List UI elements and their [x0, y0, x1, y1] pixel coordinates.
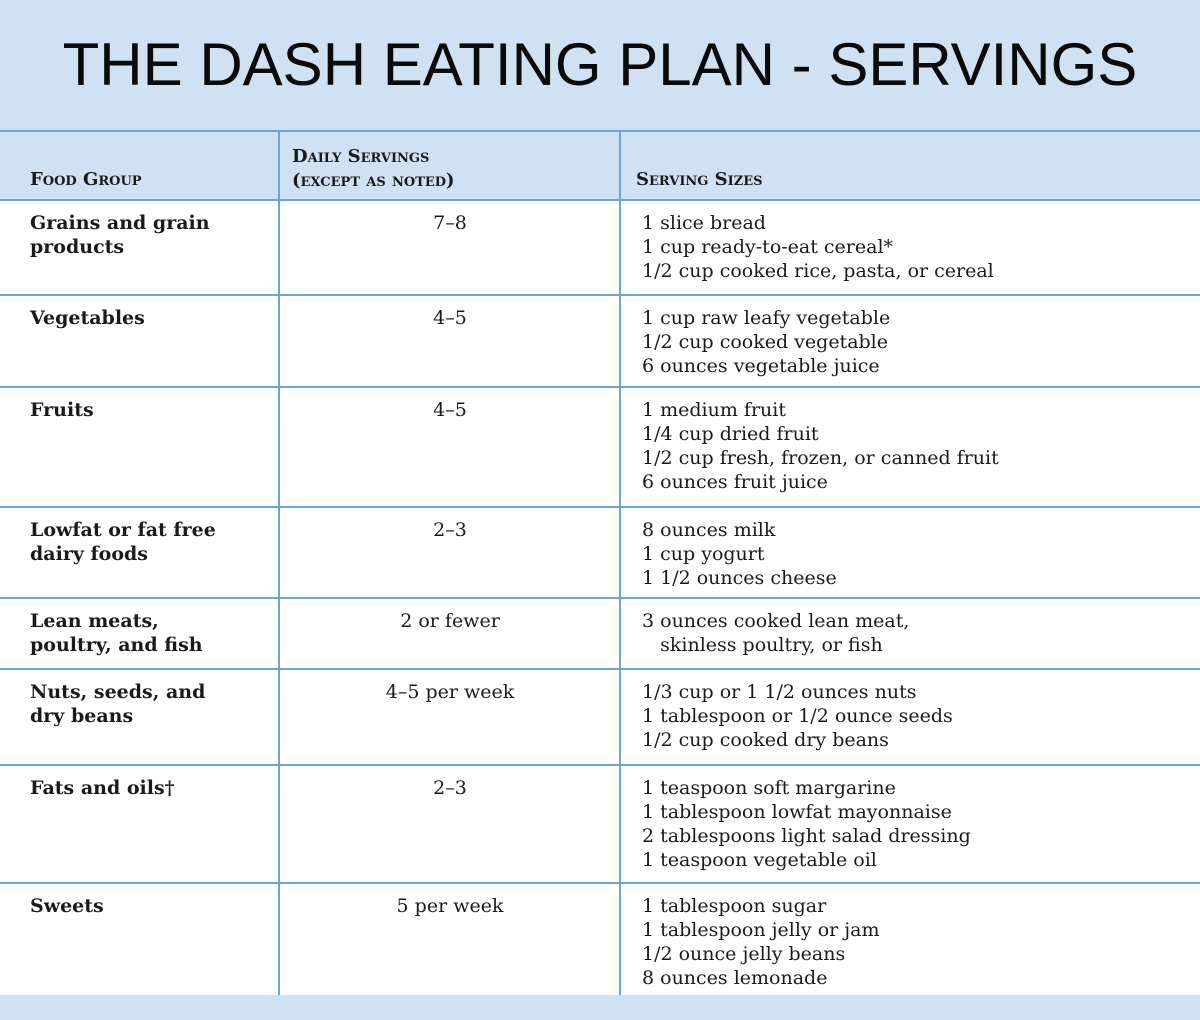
serving-sizes-cell — [642, 609, 1192, 657]
serving-size-line: 3 ounces cooked lean meat, — [642, 610, 910, 632]
serving-size-line: 1/2 cup cooked rice, pasta, or cereal — [642, 260, 994, 282]
serving-size-line: 1 tablespoon jelly or jam — [642, 919, 880, 941]
serving-sizes-cell — [642, 211, 1192, 283]
food-group-cell — [30, 894, 270, 918]
food-group-cell — [30, 609, 270, 657]
serving-size-line: 1/2 ounce jelly beans — [642, 943, 846, 965]
daily-servings-cell: 4–5 — [433, 399, 467, 421]
food-group-cell — [30, 680, 270, 728]
table-row — [0, 296, 1200, 388]
food-group-line: Nuts, seeds, and — [30, 681, 206, 703]
header-food-group: Food Group — [30, 169, 142, 190]
food-group-line: dairy foods — [30, 543, 148, 565]
serving-size-line: 1 teaspoon vegetable oil — [642, 849, 877, 871]
daily-servings-cell: 2–3 — [433, 777, 467, 799]
serving-size-line: 1 1/2 ounces cheese — [642, 567, 837, 589]
header-daily-servings — [292, 145, 455, 193]
table-row — [0, 388, 1200, 508]
table-row — [0, 508, 1200, 599]
food-group-cell — [30, 398, 270, 422]
food-group-line: Lean meats, — [30, 610, 159, 632]
serving-size-line: 8 ounces milk — [642, 519, 776, 541]
serving-size-line: 2 tablespoons light salad dressing — [642, 825, 971, 847]
serving-size-line: 1 teaspoon soft margarine — [642, 777, 896, 799]
food-group-line: products — [30, 236, 125, 258]
serving-size-line: 6 ounces vegetable juice — [642, 355, 880, 377]
serving-size-line: 1/3 cup or 1 1/2 ounces nuts — [642, 681, 917, 703]
food-group-line: Lowfat or fat free — [30, 519, 216, 541]
table-row — [0, 670, 1200, 766]
food-group-line: Grains and grain — [30, 212, 210, 234]
daily-servings-cell: 2 or fewer — [400, 610, 500, 632]
serving-size-line: 1/2 cup fresh, frozen, or canned fruit — [642, 447, 999, 469]
table-row — [0, 201, 1200, 296]
food-group-line: Sweets — [30, 895, 104, 917]
serving-sizes-cell — [642, 398, 1192, 494]
header-serving-sizes: Serving Sizes — [636, 169, 763, 190]
header-daily-line2: (except as noted) — [292, 170, 455, 191]
serving-sizes-cell — [642, 776, 1192, 872]
serving-size-line: 1 tablespoon lowfat mayonnaise — [642, 801, 952, 823]
serving-size-line: 1 tablespoon or 1/2 ounce seeds — [642, 705, 953, 727]
daily-servings-cell: 2–3 — [433, 519, 467, 541]
serving-size-line: 1 tablespoon sugar — [642, 895, 827, 917]
food-group-line: poultry, and fish — [30, 634, 203, 656]
table-row — [0, 766, 1200, 884]
daily-servings-cell: 4–5 — [433, 307, 467, 329]
title-band — [0, 0, 1200, 130]
daily-servings-cell: 4–5 per week — [385, 681, 515, 703]
serving-size-line: 1 slice bread — [642, 212, 766, 234]
serving-sizes-cell — [642, 894, 1192, 990]
food-group-line: Fruits — [30, 399, 94, 421]
serving-size-line: skinless poultry, or fish — [642, 634, 883, 656]
table-row — [0, 884, 1200, 995]
serving-sizes-cell — [642, 680, 1192, 752]
serving-size-line: 1/2 cup cooked vegetable — [642, 331, 889, 353]
daily-servings-cell: 7–8 — [433, 212, 467, 234]
footer-band — [0, 995, 1200, 1020]
column-divider-1 — [278, 130, 280, 995]
serving-sizes-cell — [642, 306, 1192, 378]
serving-size-line: 1 medium fruit — [642, 399, 786, 421]
food-group-line: dry beans — [30, 705, 134, 727]
food-group-cell — [30, 518, 270, 566]
serving-size-line: 1/4 cup dried fruit — [642, 423, 819, 445]
column-divider-2 — [619, 130, 621, 995]
food-group-cell — [30, 776, 270, 800]
servings-table — [0, 130, 1200, 995]
serving-size-line: 6 ounces fruit juice — [642, 471, 828, 493]
serving-size-line: 1 cup ready-to-eat cereal* — [642, 236, 894, 258]
food-group-line: Vegetables — [30, 307, 145, 329]
serving-sizes-cell — [642, 518, 1192, 590]
serving-size-line: 1 cup raw leafy vegetable — [642, 307, 891, 329]
serving-size-line: 1 cup yogurt — [642, 543, 765, 565]
serving-size-line: 1/2 cup cooked dry beans — [642, 729, 889, 751]
table-row — [0, 599, 1200, 670]
daily-servings-cell: 5 per week — [396, 895, 504, 917]
food-group-line: Fats and oils† — [30, 777, 175, 799]
serving-size-line: 8 ounces lemonade — [642, 967, 828, 989]
table-header — [0, 130, 1200, 201]
page-title: THE DASH EATING PLAN - SERVINGS — [62, 31, 1138, 98]
header-daily-line1: Daily Servings — [292, 146, 430, 167]
food-group-cell — [30, 211, 270, 259]
food-group-cell — [30, 306, 270, 330]
